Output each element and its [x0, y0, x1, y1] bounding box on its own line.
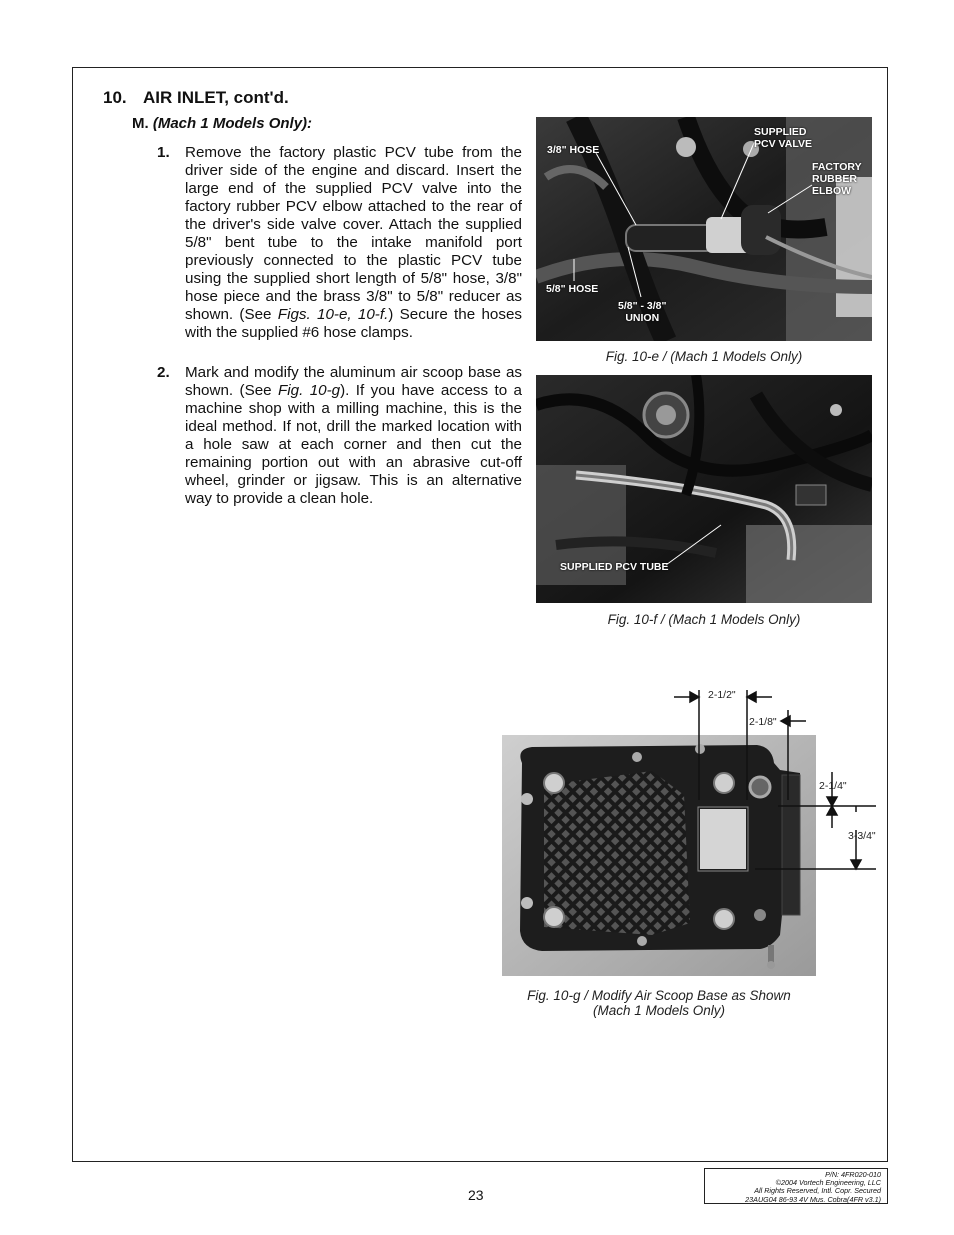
- figure-10g-caption: [502, 988, 816, 1018]
- figure-10e-caption: Fig. 10-e / (Mach 1 Models Only): [605, 349, 803, 364]
- step-text: Remove the factory plastic PCV tube from the driver side of the engine and discard. Insert the large end of the supplied PCV valve into the factory rubber PCV elbow attached to the rear of the driver's side valve cover. Attach the supplied 5/8" bent tube to the intake manifold port previously connected to the plastic PCV tube using the supplied short length of 5/8" hose, 3/8" hose piece and the brass 3/8" to 5/8" reducer as shown. (See Figs. 10-e, 10-f.) Secure the hoses with the supplied #6 hose clamps.: [185, 144, 522, 341]
- caption-line: (Mach 1 Models Only): [592, 1003, 726, 1018]
- step-number: 1.: [157, 144, 170, 161]
- pn-line: ©2004 Vortech Engineering, LLC: [775, 1178, 881, 1188]
- figure-reference: Fig. 10-g: [278, 382, 341, 399]
- caption-line: Fig. 10-g / Modify Air Scoop Base as Shown: [527, 988, 791, 1003]
- figure-10e-photo: [536, 117, 872, 341]
- label-factory-rubber-elbow: FACTORY RUBBER ELBOW: [812, 161, 862, 197]
- step-number: 2.: [157, 364, 170, 381]
- label-union: 5/8" - 3/8" UNION: [618, 300, 667, 324]
- dimension-label-2-1-4: 2-1/4": [819, 780, 847, 792]
- section-title: AIR INLET, cont'd.: [143, 88, 289, 107]
- label-supplied-pcv-tube: SUPPLIED PCV TUBE: [560, 561, 669, 573]
- subsection-title: (Mach 1 Models Only):: [152, 115, 313, 132]
- step-1: [157, 144, 522, 342]
- figure-reference: Figs. 10-e, 10-f.: [277, 306, 389, 323]
- part-number-box: [704, 1168, 888, 1204]
- dimension-label-2-1-8: 2-1/8": [749, 716, 777, 728]
- pn-line: 23AUG04 86-93 4V Mus. Cobra(4FR v3.1): [745, 1194, 881, 1204]
- subsection-letter: M.: [132, 115, 149, 132]
- label-5-8-hose: 5/8" HOSE: [546, 283, 599, 295]
- subsection-heading: [132, 115, 312, 132]
- dimension-label-3-3-4: 3-3/4": [848, 830, 876, 842]
- dimension-lines: [660, 680, 890, 880]
- figure-10f-photo: [536, 375, 872, 603]
- page-number: 23: [468, 1187, 484, 1203]
- pn-line: P/N: 4FR020-010: [825, 1170, 881, 1179]
- figure-10f-caption: Fig. 10-f / (Mach 1 Models Only): [607, 612, 801, 627]
- section-number: 10.: [103, 88, 127, 107]
- step-text: Mark and modify the aluminum air scoop base as shown. (See Fig. 10-g). If you have access to a machine shop with a milling machine, this is the ideal method. If not, drill the marked location with a hole saw at each corner and then cut the remaining portion out with an abrasive cut-off wheel, grinder or jigsaw. This is an alternative way to provide a clean hole.: [185, 364, 522, 507]
- pn-line: All Rights Reserved, Intl. Copr. Secured: [754, 1186, 881, 1196]
- dimension-label-2-1-2: 2-1/2": [708, 689, 736, 701]
- step-2: [157, 364, 522, 508]
- label-supplied-pcv-valve: SUPPLIED PCV VALVE: [754, 126, 812, 150]
- label-3-8-hose: 3/8" HOSE: [547, 144, 600, 156]
- section-heading: [103, 88, 289, 108]
